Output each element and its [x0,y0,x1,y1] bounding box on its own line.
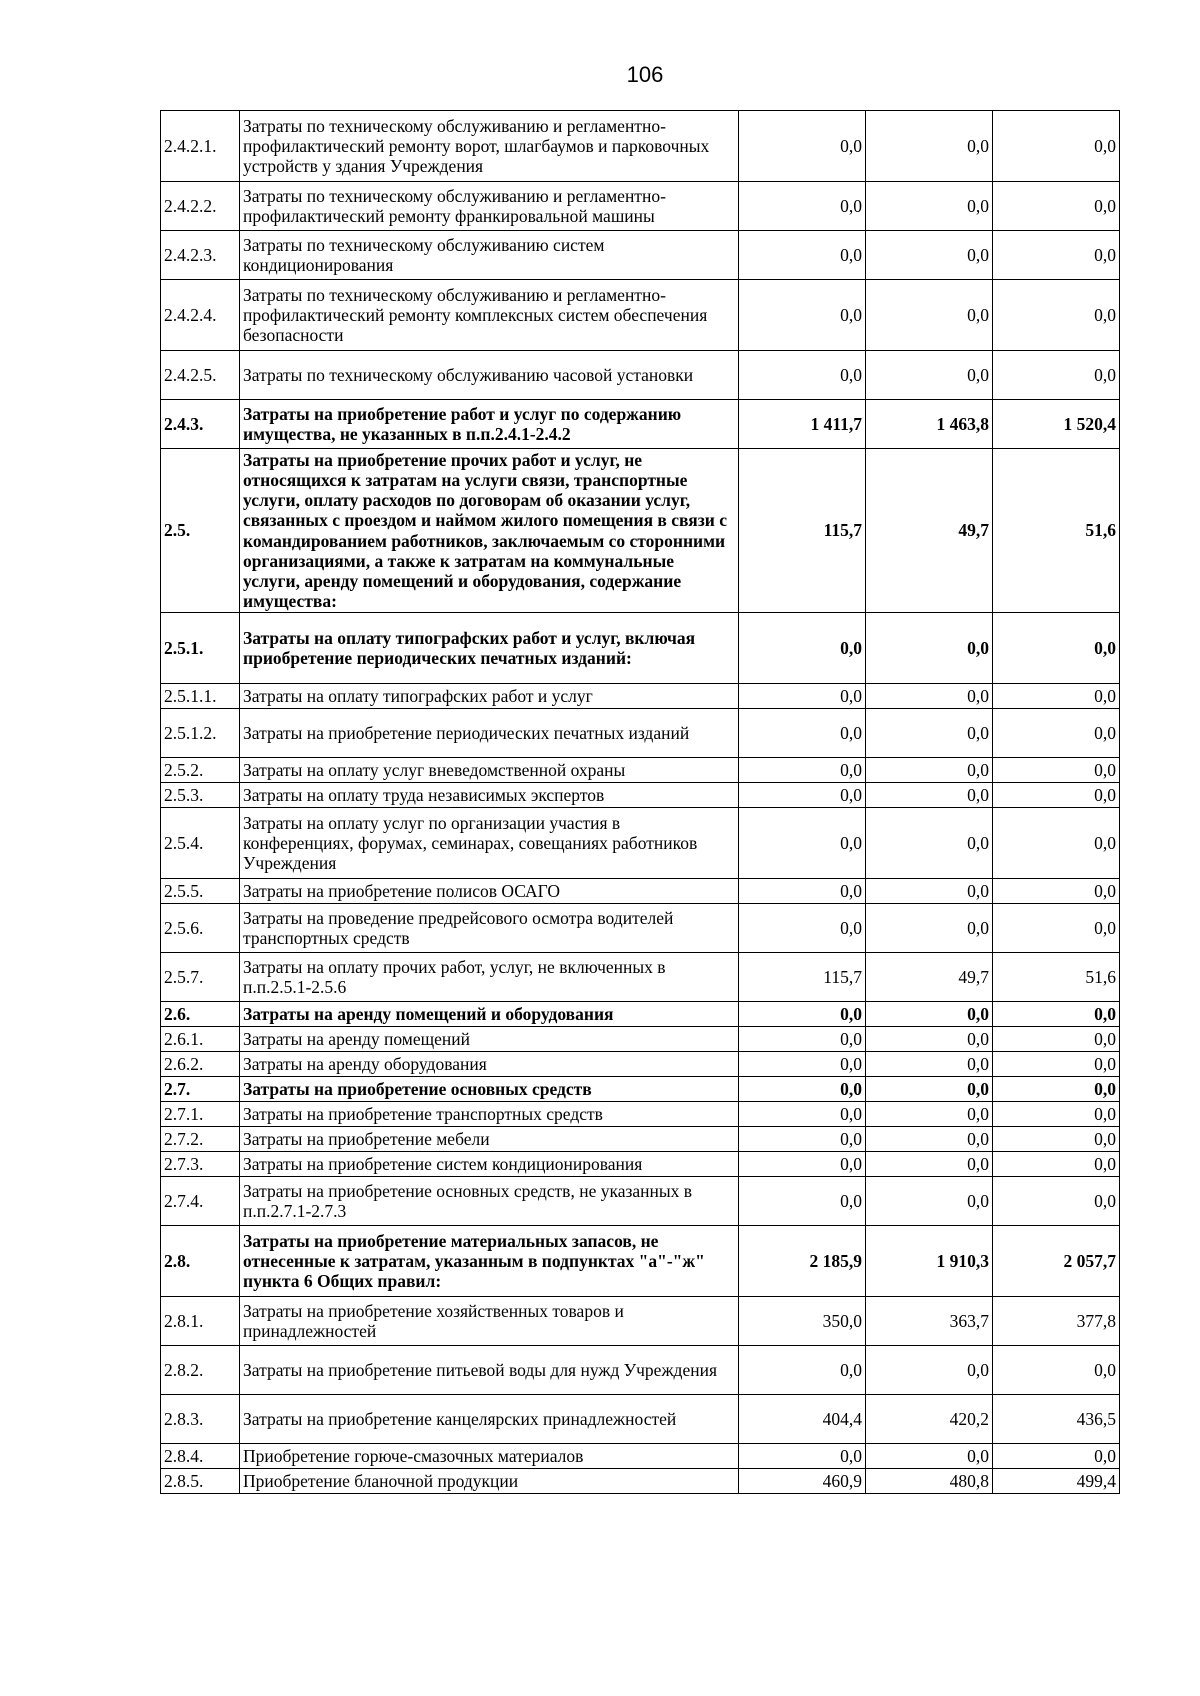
row-value-2: 0,0 [866,808,993,879]
table-row [161,808,1120,879]
row-name: Затраты на приобретение питьевой воды для нужд Учреждения [240,1346,739,1395]
row-code: 2.4.3. [161,400,240,449]
row-code: 2.8. [161,1226,240,1297]
row-code: 2.4.2.5. [161,351,240,400]
row-name: Затраты на приобретение хозяйственных товаров и принадлежностей [240,1297,739,1346]
row-value-2: 0,0 [866,1152,993,1177]
row-value-2: 0,0 [866,1077,993,1102]
table-row [161,1002,1120,1027]
row-value-3: 0,0 [993,111,1120,182]
row-name: Затраты на приобретение материальных запасов, не отнесенные к затратам, указанным в подпунктах "а"-"ж" пункта 6 Общих правил: [240,1226,739,1297]
row-code: 2.4.2.1. [161,111,240,182]
table-row [161,1395,1120,1444]
row-value-1: 0,0 [739,351,866,400]
row-value-1: 350,0 [739,1297,866,1346]
table-row [161,1052,1120,1077]
table-row [161,1127,1120,1152]
row-code: 2.7.1. [161,1102,240,1127]
row-value-1: 0,0 [739,280,866,351]
row-value-2: 0,0 [866,1052,993,1077]
row-name: Затраты на оплату типографских работ и услуг, включая приобретение периодических печатных изданий: [240,613,739,684]
row-value-2: 0,0 [866,709,993,758]
table-row [161,613,1120,684]
row-name: Затраты на приобретение канцелярских принадлежностей [240,1395,739,1444]
table-row [161,783,1120,808]
row-name: Затраты на проведение предрейсового осмотра водителей транспортных средств [240,904,739,953]
row-code: 2.4.2.4. [161,280,240,351]
row-value-3: 436,5 [993,1395,1120,1444]
row-code: 2.8.1. [161,1297,240,1346]
row-value-3: 0,0 [993,1002,1120,1027]
row-value-1: 404,4 [739,1395,866,1444]
row-value-3: 0,0 [993,1102,1120,1127]
row-value-1: 115,7 [739,953,866,1002]
row-value-2: 0,0 [866,758,993,783]
row-value-2: 0,0 [866,182,993,231]
expense-table [160,110,1120,1494]
row-name: Затраты по техническому обслуживанию и регламентно-профилактический ремонту ворот, шлагбаумов и парковочных устройств у здания Учреждения [240,111,739,182]
row-code: 2.8.2. [161,1346,240,1395]
row-value-3: 0,0 [993,1127,1120,1152]
row-value-3: 0,0 [993,1346,1120,1395]
row-value-1: 0,0 [739,758,866,783]
row-value-1: 0,0 [739,1177,866,1226]
row-code: 2.6. [161,1002,240,1027]
row-name: Затраты по техническому обслуживанию и регламентно-профилактический ремонту комплексных систем обеспечения безопасности [240,280,739,351]
table-row [161,1469,1120,1494]
table-row [161,953,1120,1002]
row-value-2: 420,2 [866,1395,993,1444]
row-code: 2.4.2.3. [161,231,240,280]
table-row [161,449,1120,613]
row-name: Затраты на приобретение транспортных средств [240,1102,739,1127]
row-value-3: 377,8 [993,1297,1120,1346]
row-code: 2.5.7. [161,953,240,1002]
row-name: Затраты по техническому обслуживанию систем кондиционирования [240,231,739,280]
row-value-2: 0,0 [866,1177,993,1226]
row-code: 2.8.4. [161,1444,240,1469]
table-row [161,1297,1120,1346]
row-value-1: 0,0 [739,1002,866,1027]
row-value-2: 0,0 [866,280,993,351]
row-code: 2.5.1. [161,613,240,684]
row-value-1: 0,0 [739,111,866,182]
row-value-3: 0,0 [993,904,1120,953]
table-row [161,351,1120,400]
row-code: 2.5.6. [161,904,240,953]
table-row [161,684,1120,709]
row-code: 2.5.5. [161,879,240,904]
row-name: Затраты на приобретение полисов ОСАГО [240,879,739,904]
table-row [161,1444,1120,1469]
row-value-1: 0,0 [739,1027,866,1052]
row-value-1: 1 411,7 [739,400,866,449]
row-code: 2.4.2.2. [161,182,240,231]
row-value-3: 499,4 [993,1469,1120,1494]
row-value-2: 0,0 [866,1444,993,1469]
row-value-1: 0,0 [739,613,866,684]
table-row [161,231,1120,280]
row-code: 2.8.3. [161,1395,240,1444]
row-value-1: 460,9 [739,1469,866,1494]
row-code: 2.5.2. [161,758,240,783]
row-value-3: 2 057,7 [993,1226,1120,1297]
row-name: Приобретение бланочной продукции [240,1469,739,1494]
row-value-3: 1 520,4 [993,400,1120,449]
row-code: 2.7.2. [161,1127,240,1152]
table-row [161,879,1120,904]
row-value-2: 0,0 [866,879,993,904]
row-code: 2.5. [161,449,240,613]
row-name: Затраты на приобретение прочих работ и услуг, не относящихся к затратам на услуги связи, транспортные услуги, оплату расходов по договорам об оказании услуг, связанных с проездом и наймом жилого помещения в связи с командированием работников, заключаемым со сторонними организациями, а также к затратам на коммунальные услуги, аренду помещений и оборудования, содержание имущества: [240,449,739,613]
row-value-2: 480,8 [866,1469,993,1494]
row-value-3: 0,0 [993,879,1120,904]
row-code: 2.7.4. [161,1177,240,1226]
row-code: 2.5.4. [161,808,240,879]
page-number: 106 [626,62,664,87]
row-value-1: 2 185,9 [739,1226,866,1297]
row-value-2: 1 463,8 [866,400,993,449]
row-code: 2.7. [161,1077,240,1102]
row-name: Затраты на аренду помещений и оборудования [240,1002,739,1027]
row-value-2: 0,0 [866,231,993,280]
row-value-1: 0,0 [739,231,866,280]
table-row [161,280,1120,351]
row-name: Затраты на приобретение основных средств, не указанных в п.п.2.7.1-2.7.3 [240,1177,739,1226]
row-value-2: 0,0 [866,684,993,709]
row-code: 2.5.1.1. [161,684,240,709]
row-name: Затраты на оплату прочих работ, услуг, не включенных в п.п.2.5.1-2.5.6 [240,953,739,1002]
row-value-3: 0,0 [993,280,1120,351]
row-value-3: 0,0 [993,182,1120,231]
row-name: Затраты на оплату типографских работ и услуг [240,684,739,709]
row-value-1: 0,0 [739,684,866,709]
row-code: 2.7.3. [161,1152,240,1177]
row-value-3: 0,0 [993,1152,1120,1177]
row-value-1: 0,0 [739,1346,866,1395]
table-row [161,1226,1120,1297]
row-value-3: 0,0 [993,1444,1120,1469]
row-value-2: 0,0 [866,351,993,400]
row-value-2: 0,0 [866,1002,993,1027]
row-name: Затраты по техническому обслуживанию и регламентно-профилактический ремонту франкировальной машины [240,182,739,231]
row-code: 2.6.2. [161,1052,240,1077]
row-value-2: 0,0 [866,1346,993,1395]
row-name: Затраты на аренду оборудования [240,1052,739,1077]
row-value-1: 0,0 [739,783,866,808]
table-row [161,904,1120,953]
row-value-3: 0,0 [993,1077,1120,1102]
row-value-3: 0,0 [993,783,1120,808]
row-value-3: 0,0 [993,231,1120,280]
row-value-3: 0,0 [993,709,1120,758]
row-name: Затраты на оплату труда независимых экспертов [240,783,739,808]
row-value-2: 49,7 [866,449,993,613]
row-value-2: 0,0 [866,1127,993,1152]
row-value-3: 0,0 [993,1027,1120,1052]
row-value-1: 0,0 [739,1152,866,1177]
table-row [161,400,1120,449]
row-code: 2.8.5. [161,1469,240,1494]
table-row [161,758,1120,783]
row-code: 2.5.3. [161,783,240,808]
table-row [161,111,1120,182]
table-row [161,1102,1120,1127]
row-name: Затраты на приобретение периодических печатных изданий [240,709,739,758]
row-value-1: 0,0 [739,1102,866,1127]
row-value-1: 0,0 [739,182,866,231]
row-value-1: 0,0 [739,808,866,879]
row-name: Затраты на оплату услуг по организации участия в конференциях, форумах, семинарах, совещаниях работников Учреждения [240,808,739,879]
row-code: 2.6.1. [161,1027,240,1052]
table-row [161,1152,1120,1177]
table-row [161,1027,1120,1052]
row-value-2: 363,7 [866,1297,993,1346]
row-name: Затраты на приобретение основных средств [240,1077,739,1102]
row-value-1: 0,0 [739,904,866,953]
row-value-3: 0,0 [993,1177,1120,1226]
row-value-1: 0,0 [739,709,866,758]
row-value-2: 49,7 [866,953,993,1002]
table-row [161,1177,1120,1226]
row-name: Затраты на приобретение мебели [240,1127,739,1152]
row-value-3: 0,0 [993,808,1120,879]
row-name: Приобретение горюче-смазочных материалов [240,1444,739,1469]
row-name: Затраты на приобретение работ и услуг по содержанию имущества, не указанных в п.п.2.4.1-2.4.2 [240,400,739,449]
row-value-3: 0,0 [993,1052,1120,1077]
row-value-2: 0,0 [866,904,993,953]
table-row [161,709,1120,758]
table-row [161,1077,1120,1102]
row-value-3: 0,0 [993,684,1120,709]
row-value-2: 1 910,3 [866,1226,993,1297]
row-value-2: 0,0 [866,783,993,808]
row-value-1: 115,7 [739,449,866,613]
table-row [161,1346,1120,1395]
table-row [161,182,1120,231]
row-value-3: 51,6 [993,449,1120,613]
row-value-2: 0,0 [866,111,993,182]
row-value-2: 0,0 [866,1027,993,1052]
row-value-1: 0,0 [739,1077,866,1102]
row-value-2: 0,0 [866,1102,993,1127]
row-value-1: 0,0 [739,1052,866,1077]
row-value-1: 0,0 [739,1127,866,1152]
row-value-2: 0,0 [866,613,993,684]
row-name: Затраты по техническому обслуживанию часовой установки [240,351,739,400]
row-code: 2.5.1.2. [161,709,240,758]
row-value-3: 0,0 [993,351,1120,400]
row-name: Затраты на аренду помещений [240,1027,739,1052]
row-value-3: 0,0 [993,613,1120,684]
row-value-3: 0,0 [993,758,1120,783]
row-value-1: 0,0 [739,1444,866,1469]
row-value-3: 51,6 [993,953,1120,1002]
row-name: Затраты на оплату услуг вневедомственной охраны [240,758,739,783]
row-value-1: 0,0 [739,879,866,904]
row-name: Затраты на приобретение систем кондиционирования [240,1152,739,1177]
